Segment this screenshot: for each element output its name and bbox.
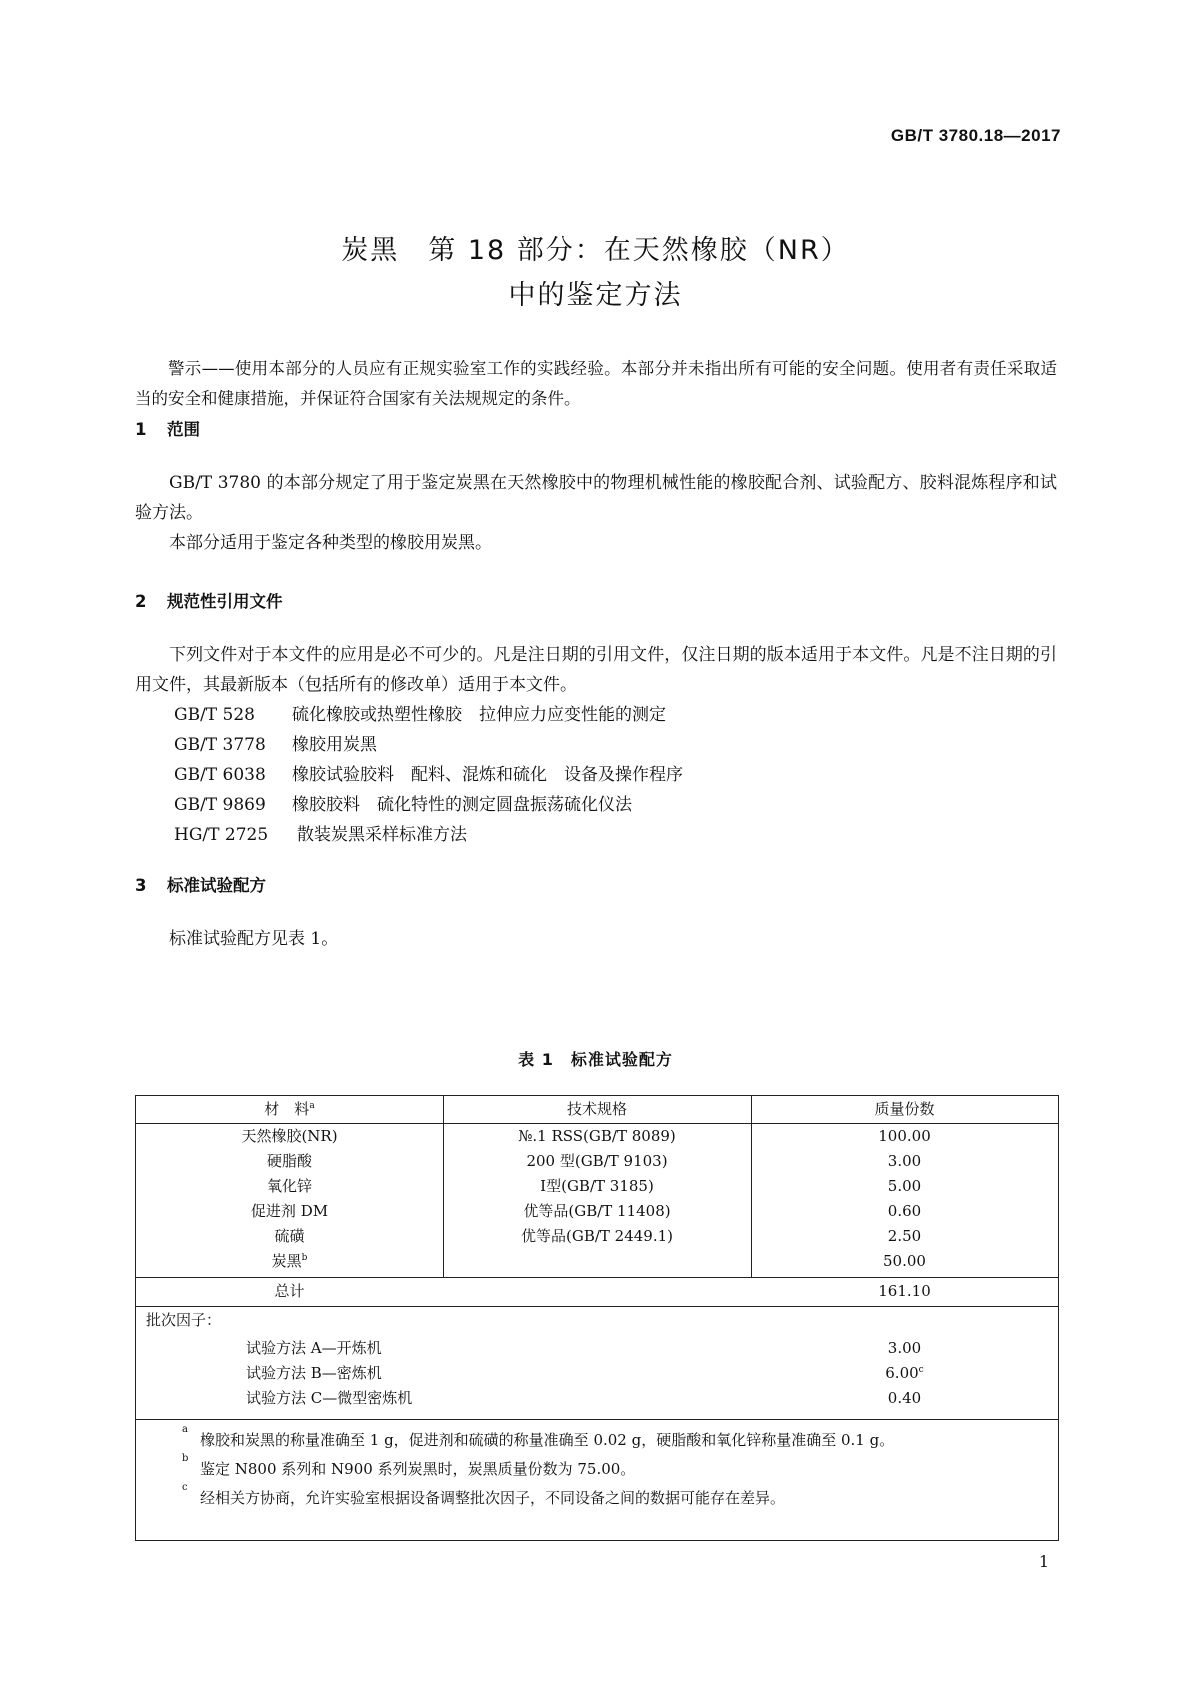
reference-item	[174, 790, 683, 820]
reference-code: GB/T 9869	[174, 795, 266, 815]
reference-item	[174, 730, 683, 760]
table-cell-material: 促进剂 DM	[250, 1202, 329, 1220]
header-material: 材 料$^a$	[264, 1100, 315, 1118]
total-value: 161.10	[878, 1282, 931, 1300]
batch-factor-label: 批次因子：	[146, 1311, 222, 1329]
page-number: 1	[1038, 1552, 1049, 1571]
table-cell-spec: №.1 RSS(GB/T 8089)	[518, 1127, 676, 1145]
table-rule	[136, 1419, 1058, 1420]
paragraph: 本部分适用于鉴定各种类型的橡胶用炭黑。	[169, 533, 492, 553]
reference-title: 橡胶胶料 硫化特性的测定圆盘振荡硫化仪法	[292, 795, 632, 815]
reference-code: HG/T 2725	[174, 825, 269, 845]
section-title: 标准试验配方	[167, 876, 266, 895]
reference-item	[174, 700, 683, 730]
table-cell-parts: 2.50	[887, 1227, 922, 1245]
total-label: 总计	[274, 1282, 305, 1300]
section-3-body	[135, 924, 1057, 954]
table-caption: 表 1 标准试验配方	[518, 1050, 673, 1069]
table-cell-spec: 优等品(GB/T 11408)	[523, 1202, 671, 1220]
table-cell-parts: 100.00	[878, 1127, 931, 1145]
footnote-marker: b	[301, 1253, 308, 1263]
reference-code: GB/T 6038	[174, 765, 266, 785]
formulation-table	[135, 1095, 1059, 1541]
table-footnote: a 橡胶和炭黑的称量准确至 1 g，促进剂和硫磺的称量准确至 0.02 g，硬脂酸和氧化锌称量准确至 0.1 g。	[182, 1424, 895, 1449]
reference-title: 橡胶用炭黑	[292, 735, 377, 755]
paragraph: 下列文件对于本文件的应用是必不可少的。凡是注日期的引用文件，仅注日期的版本适用于本文件。凡是不注日期的引用文件，其最新版本（包括所有的修改单）适用于本文件。	[135, 645, 1057, 695]
table-footnote: c 经相关方协商，允许实验室根据设备调整批次因子，不同设备之间的数据可能存在差异。	[182, 1482, 786, 1507]
table-cell-parts: 50.00	[883, 1252, 926, 1270]
table-cell-material: 炭黑$^b$	[271, 1252, 308, 1270]
section-heading-2	[135, 588, 283, 612]
warning-text: 警示——使用本部分的人员应有正规实验室工作的实践经验。本部分并未指出所有可能的安全问题。使用者有责任采取适当的安全和健康措施，并保证符合国家有关法规规定的条件。	[135, 359, 1057, 408]
reference-title: 硫化橡胶或热塑性橡胶 拉伸应力应变性能的测定	[292, 705, 666, 725]
table-cell-spec: 200 型(GB/T 9103)	[526, 1152, 668, 1170]
section-heading-1	[135, 416, 200, 440]
table-footnote: b 鉴定 N800 系列和 N900 系列炭黑时，炭黑质量份数为 75.00。	[182, 1453, 636, 1478]
section-number: 3	[135, 876, 147, 895]
section-heading-3	[135, 872, 266, 896]
footnote-text: 经相关方协商，允许实验室根据设备调整批次因子，不同设备之间的数据可能存在差异。	[200, 1489, 786, 1507]
warning-paragraph	[135, 354, 1057, 414]
footnote-marker: a	[309, 1101, 315, 1111]
table-cell-parts: 3.00	[887, 1152, 922, 1170]
reference-code: GB/T 528	[174, 705, 255, 725]
standard-code: GB/T 3780.18—2017	[890, 126, 1061, 145]
section-1-body	[135, 468, 1057, 558]
table-cell-spec: Ⅰ型(GB/T 3185)	[540, 1177, 654, 1195]
table-cell-material: 氧化锌	[266, 1177, 312, 1195]
header-parts: 质量份数	[874, 1100, 935, 1118]
batch-method-value: 0.40	[887, 1389, 922, 1407]
section-title: 范围	[167, 420, 200, 439]
table-cell-parts: 0.60	[887, 1202, 922, 1220]
section-number: 1	[135, 420, 147, 439]
footnote-text: 橡胶和炭黑的称量准确至 1 g，促进剂和硫磺的称量准确至 0.02 g，硬脂酸和氧化锌称量准确至 0.1 g。	[200, 1431, 895, 1449]
paragraph: 标准试验配方见表 1。	[169, 929, 339, 949]
table-cell-material: 天然橡胶(NR)	[241, 1127, 338, 1145]
section-number: 2	[135, 592, 147, 611]
reference-title: 橡胶试验胶料 配料、混炼和硫化 设备及操作程序	[292, 765, 683, 785]
reference-code: GB/T 3778	[174, 735, 266, 755]
reference-list	[174, 700, 683, 850]
document-title-line1: 炭黑 第 18 部分：在天然橡胶（NR）	[341, 235, 850, 266]
section-title: 规范性引用文件	[167, 592, 283, 611]
table-cell-material: 硫磺	[274, 1227, 305, 1245]
table-rule	[136, 1306, 1058, 1307]
table-cell-spec: 优等品(GB/T 2449.1)	[520, 1227, 674, 1245]
table-cell-material: 硬脂酸	[266, 1152, 312, 1170]
paragraph: GB/T 3780 的本部分规定了用于鉴定炭黑在天然橡胶中的物理机械性能的橡胶配合剂、试验配方、胶料混炼程序和试验方法。	[135, 473, 1057, 523]
batch-method-label: 试验方法 B—密炼机	[246, 1364, 382, 1382]
batch-method-label: 试验方法 A—开炼机	[246, 1339, 382, 1357]
reference-title: 散装炭黑采样标准方法	[297, 825, 467, 845]
batch-method-value: 3.00	[887, 1339, 922, 1357]
reference-item	[174, 760, 683, 790]
section-2-body	[135, 640, 1057, 700]
header-spec: 技术规格	[566, 1100, 627, 1118]
reference-item	[174, 820, 683, 850]
footnote-text: 鉴定 N800 系列和 N900 系列炭黑时，炭黑质量份数为 75.00。	[200, 1460, 636, 1478]
batch-method-value: 6.00$^c$	[885, 1364, 924, 1382]
footnote-marker: c	[918, 1365, 924, 1375]
document-title-line2: 中的鉴定方法	[508, 280, 683, 311]
batch-method-label: 试验方法 C—微型密炼机	[246, 1389, 413, 1407]
table-cell-parts: 5.00	[887, 1177, 922, 1195]
